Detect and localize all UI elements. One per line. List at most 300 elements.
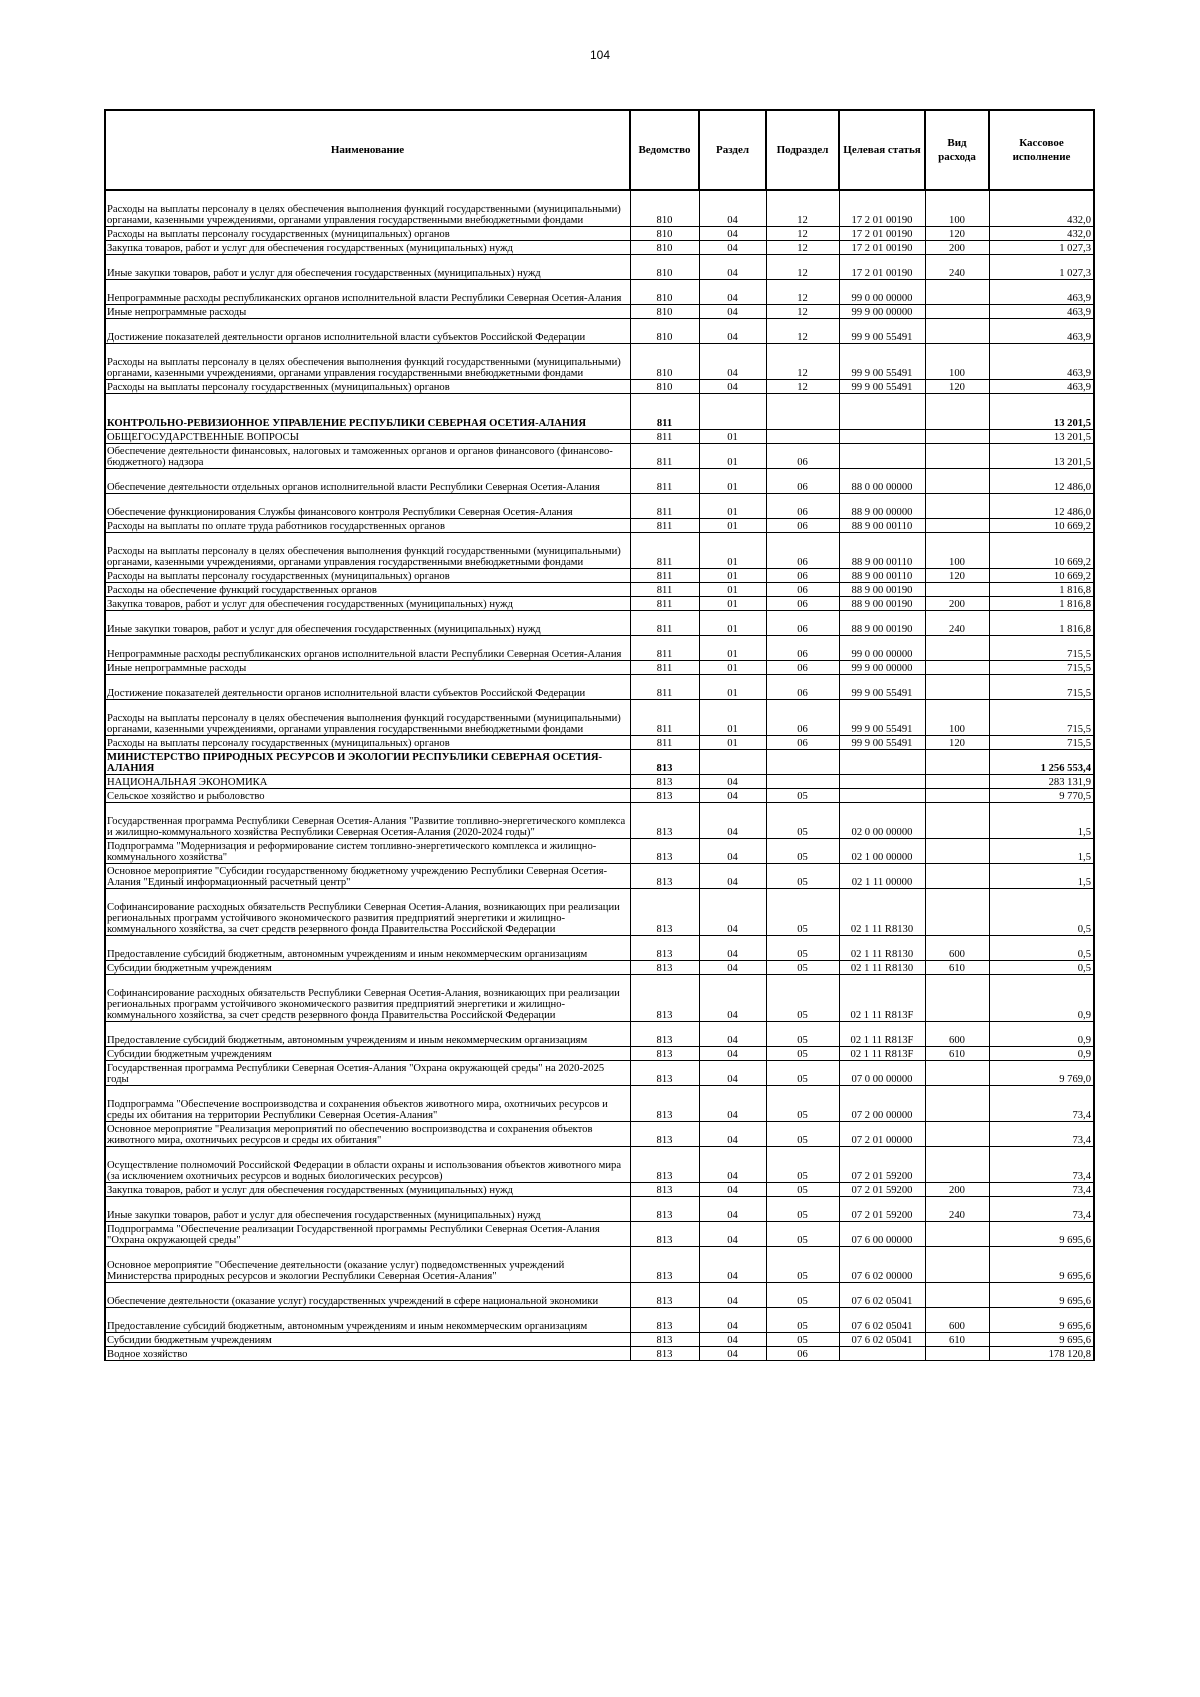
cell-section: 04 [699,1347,766,1361]
table-row [105,1086,1094,1122]
cell-dept: 813 [630,1197,699,1222]
cell-exp-type [925,975,989,1022]
cell-exp-type [925,1147,989,1183]
cell-target: 99 9 00 55491 [839,675,925,700]
cell-target: 07 2 01 59200 [839,1183,925,1197]
cell-name: Обеспечение деятельности (оказание услуг) государственных учреждений в сфере национальной экономики [105,1283,630,1308]
cell-dept: 810 [630,280,699,305]
cell-section: 04 [699,255,766,280]
cell-exp-type [925,430,989,444]
cell-amount: 1,5 [989,864,1094,889]
cell-amount: 1,5 [989,839,1094,864]
cell-target: 17 2 01 00190 [839,227,925,241]
cell-target: 88 0 00 00000 [839,469,925,494]
cell-dept: 813 [630,1247,699,1283]
cell-amount: 463,9 [989,319,1094,344]
cell-amount: 12 486,0 [989,494,1094,519]
cell-amount: 73,4 [989,1197,1094,1222]
cell-section: 04 [699,775,766,789]
cell-section: 01 [699,469,766,494]
cell-subsection [766,750,839,775]
cell-exp-type: 120 [925,227,989,241]
cell-exp-type [925,636,989,661]
cell-exp-type [925,775,989,789]
cell-dept: 811 [630,636,699,661]
page-number: 104 [589,48,611,62]
cell-subsection: 12 [766,305,839,319]
cell-dept: 810 [630,319,699,344]
cell-dept: 811 [630,494,699,519]
cell-name: Непрограммные расходы республиканских органов исполнительной власти Республики Северная Осетия-Алания [105,636,630,661]
budget-table [104,109,1095,1361]
cell-name: Расходы на выплаты персоналу государственных (муниципальных) органов [105,736,630,750]
cell-target: 02 1 00 00000 [839,839,925,864]
cell-exp-type [925,750,989,775]
table-row [105,1308,1094,1333]
cell-name: Подпрограмма "Модернизация и реформирование систем топливно-энергетического комплекса и жилищно-коммунального хозяйства" [105,839,630,864]
cell-dept: 811 [630,661,699,675]
table-row [105,1122,1094,1147]
cell-section: 01 [699,597,766,611]
cell-name: Водное хозяйство [105,1347,630,1361]
cell-section: 04 [699,1197,766,1222]
cell-target: 99 9 00 00000 [839,305,925,319]
cell-section: 04 [699,975,766,1022]
cell-name: Иные непрограммные расходы [105,305,630,319]
cell-dept: 811 [630,469,699,494]
cell-section: 01 [699,569,766,583]
cell-target: 02 1 11 R813F [839,975,925,1022]
cell-target [839,750,925,775]
table-row [105,1247,1094,1283]
cell-subsection: 05 [766,839,839,864]
cell-subsection: 05 [766,975,839,1022]
cell-exp-type [925,494,989,519]
cell-section: 01 [699,533,766,569]
table-row [105,636,1094,661]
cell-section: 04 [699,961,766,975]
cell-amount: 178 120,8 [989,1347,1094,1361]
cell-dept: 813 [630,975,699,1022]
table-body [105,190,1094,1361]
table-row [105,864,1094,889]
cell-subsection: 06 [766,569,839,583]
cell-dept: 810 [630,241,699,255]
cell-name: Субсидии бюджетным учреждениям [105,961,630,975]
cell-subsection: 05 [766,889,839,936]
table-row [105,611,1094,636]
cell-name: Закупка товаров, работ и услуг для обеспечения государственных (муниципальных) нужд [105,241,630,255]
cell-subsection: 06 [766,444,839,469]
cell-exp-type [925,889,989,936]
cell-amount: 1,5 [989,803,1094,839]
cell-exp-type [925,1086,989,1122]
cell-section: 04 [699,227,766,241]
cell-target: 88 9 00 00190 [839,583,925,597]
cell-target: 99 0 00 00000 [839,280,925,305]
cell-section: 04 [699,380,766,394]
table-row [105,889,1094,936]
cell-amount: 283 131,9 [989,775,1094,789]
cell-subsection: 05 [766,1047,839,1061]
cell-section: 01 [699,736,766,750]
cell-exp-type: 600 [925,1022,989,1047]
table-row [105,1061,1094,1086]
cell-target: 07 6 02 00000 [839,1247,925,1283]
cell-target: 02 1 11 R813F [839,1047,925,1061]
cell-subsection: 05 [766,803,839,839]
cell-name: КОНТРОЛЬНО-РЕВИЗИОННОЕ УПРАВЛЕНИЕ РЕСПУБЛИКИ СЕВЕРНАЯ ОСЕТИЯ-АЛАНИЯ [105,394,630,430]
cell-target: 17 2 01 00190 [839,190,925,227]
table-row [105,736,1094,750]
cell-section: 04 [699,305,766,319]
cell-section: 04 [699,1308,766,1333]
cell-exp-type [925,444,989,469]
cell-amount: 9 695,6 [989,1247,1094,1283]
cell-name: Достижение показателей деятельности органов исполнительной власти субъектов Российской Федерации [105,319,630,344]
cell-dept: 810 [630,305,699,319]
cell-target [839,789,925,803]
column-header-target: Целевая статья [839,110,925,190]
cell-subsection: 05 [766,864,839,889]
cell-section: 01 [699,611,766,636]
cell-exp-type [925,280,989,305]
cell-dept: 813 [630,864,699,889]
cell-amount: 0,9 [989,1047,1094,1061]
table-row [105,750,1094,775]
cell-name: НАЦИОНАЛЬНАЯ ЭКОНОМИКА [105,775,630,789]
cell-exp-type: 610 [925,1333,989,1347]
cell-section: 01 [699,494,766,519]
cell-name: Непрограммные расходы республиканских органов исполнительной власти Республики Северная Осетия-Алания [105,280,630,305]
cell-subsection: 06 [766,700,839,736]
cell-exp-type: 100 [925,533,989,569]
cell-amount: 463,9 [989,380,1094,394]
cell-dept: 811 [630,736,699,750]
cell-subsection: 12 [766,380,839,394]
cell-name: Достижение показателей деятельности органов исполнительной власти субъектов Российской Федерации [105,675,630,700]
cell-subsection: 12 [766,255,839,280]
table-row [105,675,1094,700]
cell-subsection: 05 [766,1122,839,1147]
cell-section: 01 [699,430,766,444]
cell-section: 04 [699,280,766,305]
cell-amount: 1 027,3 [989,255,1094,280]
cell-name: Основное мероприятие "Обеспечение деятельности (оказание услуг) подведомственных учреждений Министерства природных ресурсов и экологии Республики Северная Осетия-Алания" [105,1247,630,1283]
cell-amount: 463,9 [989,344,1094,380]
table-row [105,255,1094,280]
cell-subsection [766,430,839,444]
cell-dept: 810 [630,227,699,241]
cell-subsection [766,394,839,430]
column-header-amount: Кассовое исполнение [989,110,1094,190]
cell-target [839,1347,925,1361]
cell-exp-type [925,583,989,597]
cell-exp-type [925,1283,989,1308]
cell-amount: 73,4 [989,1183,1094,1197]
cell-section: 04 [699,889,766,936]
cell-section: 01 [699,444,766,469]
cell-exp-type [925,675,989,700]
cell-amount: 73,4 [989,1147,1094,1183]
cell-subsection: 05 [766,1222,839,1247]
cell-target [839,430,925,444]
cell-exp-type: 600 [925,1308,989,1333]
cell-name: Иные закупки товаров, работ и услуг для обеспечения государственных (муниципальных) нужд [105,255,630,280]
cell-target: 02 1 11 R8130 [839,936,925,961]
cell-amount: 715,5 [989,661,1094,675]
cell-dept: 813 [630,1347,699,1361]
cell-subsection: 06 [766,519,839,533]
cell-name: Расходы на выплаты персоналу государственных (муниципальных) органов [105,380,630,394]
table-row [105,661,1094,675]
table-row [105,469,1094,494]
cell-subsection [766,775,839,789]
cell-dept: 810 [630,190,699,227]
cell-target: 07 2 01 00000 [839,1122,925,1147]
cell-section [699,394,766,430]
cell-subsection: 06 [766,611,839,636]
cell-exp-type [925,394,989,430]
cell-name: Обеспечение деятельности финансовых, налоговых и таможенных органов и органов финансового (финансово-бюджетного) надзора [105,444,630,469]
cell-target: 07 6 02 05041 [839,1308,925,1333]
cell-section: 04 [699,1147,766,1183]
cell-name: Государственная программа Республики Северная Осетия-Алания "Охрана окружающей среды" на 2020-2025 годы [105,1061,630,1086]
cell-name: МИНИСТЕРСТВО ПРИРОДНЫХ РЕСУРСОВ И ЭКОЛОГИИ РЕСПУБЛИКИ СЕВЕРНАЯ ОСЕТИЯ-АЛАНИЯ [105,750,630,775]
table-row [105,305,1094,319]
cell-name: Расходы на выплаты персоналу в целях обеспечения выполнения функций государственными (муниципальными) органами, казенными учреждениями, органами управления государственными внебюджетными фондами [105,344,630,380]
cell-amount: 1 816,8 [989,597,1094,611]
table-row [105,597,1094,611]
cell-section: 01 [699,661,766,675]
cell-amount: 9 695,6 [989,1222,1094,1247]
cell-amount: 1 816,8 [989,583,1094,597]
cell-subsection: 05 [766,1333,839,1347]
cell-name: Подпрограмма "Обеспечение воспроизводства и сохранения объектов животного мира, охотничьих ресурсов и среды их обитания на территории Республики Северная Осетия-Алания" [105,1086,630,1122]
cell-dept: 811 [630,611,699,636]
cell-target: 88 9 00 00000 [839,494,925,519]
cell-amount: 715,5 [989,736,1094,750]
cell-name: ОБЩЕГОСУДАРСТВЕННЫЕ ВОПРОСЫ [105,430,630,444]
table-row [105,1197,1094,1222]
cell-name: Иные закупки товаров, работ и услуг для обеспечения государственных (муниципальных) нужд [105,1197,630,1222]
cell-amount: 0,5 [989,889,1094,936]
column-header-dept: Ведомство [630,110,699,190]
cell-exp-type: 610 [925,961,989,975]
cell-section: 01 [699,675,766,700]
cell-name: Субсидии бюджетным учреждениям [105,1333,630,1347]
cell-amount: 13 201,5 [989,444,1094,469]
cell-exp-type [925,864,989,889]
cell-target: 07 0 00 00000 [839,1061,925,1086]
cell-subsection: 06 [766,583,839,597]
table-row [105,700,1094,736]
cell-dept: 813 [630,1222,699,1247]
cell-amount: 9 695,6 [989,1308,1094,1333]
column-header-subsection: Подраздел [766,110,839,190]
cell-subsection: 05 [766,1308,839,1333]
cell-target: 02 1 11 00000 [839,864,925,889]
cell-subsection: 05 [766,1197,839,1222]
cell-target: 07 2 01 59200 [839,1197,925,1222]
table-row [105,241,1094,255]
cell-amount: 10 669,2 [989,519,1094,533]
cell-dept: 811 [630,533,699,569]
cell-dept: 813 [630,1061,699,1086]
cell-dept: 811 [630,394,699,430]
table-row [105,444,1094,469]
cell-name: Иные закупки товаров, работ и услуг для обеспечения государственных (муниципальных) нужд [105,611,630,636]
cell-name: Подпрограмма "Обеспечение реализации Государственной программы Республики Северная Осетия-Алания "Охрана окружающей среды" [105,1222,630,1247]
cell-exp-type: 100 [925,190,989,227]
cell-exp-type: 600 [925,936,989,961]
table-row [105,583,1094,597]
cell-section: 04 [699,190,766,227]
cell-section: 04 [699,1047,766,1061]
cell-section: 04 [699,1183,766,1197]
cell-dept: 813 [630,1086,699,1122]
cell-name: Основное мероприятие "Реализация мероприятий по обеспечению воспроизводства и сохранения объектов животного мира, охотничьих ресурсов и среды их обитания" [105,1122,630,1147]
cell-target: 88 9 00 00110 [839,569,925,583]
table-row [105,975,1094,1022]
cell-amount: 10 669,2 [989,533,1094,569]
cell-subsection: 05 [766,961,839,975]
cell-dept: 813 [630,1147,699,1183]
cell-subsection: 12 [766,241,839,255]
table-row [105,533,1094,569]
cell-section: 04 [699,839,766,864]
column-header-exp-type: Вид расхода [925,110,989,190]
cell-subsection: 05 [766,1086,839,1122]
cell-amount: 463,9 [989,305,1094,319]
cell-section: 04 [699,319,766,344]
cell-dept: 811 [630,444,699,469]
table-row [105,936,1094,961]
cell-subsection: 06 [766,533,839,569]
cell-name: Расходы на обеспечение функций государственных органов [105,583,630,597]
cell-target: 88 9 00 00110 [839,533,925,569]
cell-amount: 463,9 [989,280,1094,305]
cell-section: 04 [699,1086,766,1122]
cell-target: 17 2 01 00190 [839,255,925,280]
cell-subsection: 12 [766,280,839,305]
cell-name: Закупка товаров, работ и услуг для обеспечения государственных (муниципальных) нужд [105,1183,630,1197]
cell-target: 02 1 11 R813F [839,1022,925,1047]
table-row [105,430,1094,444]
cell-subsection: 05 [766,1283,839,1308]
cell-name: Софинансирование расходных обязательств Республики Северная Осетия-Алания, возникающих при реализации региональных программ устойчивого экономического развития предприятий энергетики и жилищно-коммунального хозяйства, за счет средств резервного фонда Правительства Российской Федерации [105,889,630,936]
cell-subsection: 05 [766,1183,839,1197]
table-row [105,839,1094,864]
table-row [105,1147,1094,1183]
cell-target: 99 9 00 55491 [839,319,925,344]
cell-subsection: 06 [766,675,839,700]
cell-amount: 432,0 [989,190,1094,227]
table-row [105,569,1094,583]
cell-exp-type [925,1061,989,1086]
table-row [105,1183,1094,1197]
cell-exp-type: 120 [925,736,989,750]
cell-dept: 811 [630,675,699,700]
cell-exp-type: 200 [925,1183,989,1197]
cell-target: 07 6 00 00000 [839,1222,925,1247]
cell-name: Предоставление субсидий бюджетным, автономным учреждениям и иным некоммерческим организациям [105,936,630,961]
cell-exp-type [925,661,989,675]
cell-dept: 813 [630,1308,699,1333]
cell-amount: 13 201,5 [989,430,1094,444]
cell-target: 99 9 00 55491 [839,344,925,380]
cell-name: Расходы на выплаты персоналу государственных (муниципальных) органов [105,227,630,241]
cell-dept: 813 [630,775,699,789]
table-row [105,803,1094,839]
cell-dept: 811 [630,700,699,736]
cell-exp-type [925,1347,989,1361]
cell-dept: 813 [630,961,699,975]
cell-amount: 0,9 [989,1022,1094,1047]
table-row [105,1022,1094,1047]
cell-name: Расходы на выплаты персоналу в целях обеспечения выполнения функций государственными (муниципальными) органами, казенными учреждениями, органами управления государственными внебюджетными фондами [105,700,630,736]
cell-exp-type: 610 [925,1047,989,1061]
cell-exp-type: 100 [925,700,989,736]
cell-name: Обеспечение функционирования Службы финансового контроля Республики Северная Осетия-Алания [105,494,630,519]
cell-exp-type [925,319,989,344]
cell-target: 02 1 11 R8130 [839,961,925,975]
table-row [105,1222,1094,1247]
cell-subsection: 12 [766,344,839,380]
cell-name: Расходы на выплаты по оплате труда работников государственных органов [105,519,630,533]
cell-target: 07 6 02 05041 [839,1283,925,1308]
cell-amount: 715,5 [989,675,1094,700]
cell-target: 88 9 00 00110 [839,519,925,533]
table-row [105,961,1094,975]
cell-name: Сельское хозяйство и рыболовство [105,789,630,803]
cell-section: 04 [699,864,766,889]
cell-dept: 811 [630,583,699,597]
cell-target [839,394,925,430]
cell-dept: 810 [630,344,699,380]
cell-amount: 1 256 553,4 [989,750,1094,775]
cell-subsection: 06 [766,1347,839,1361]
cell-dept: 813 [630,1183,699,1197]
cell-subsection: 05 [766,1247,839,1283]
cell-amount: 73,4 [989,1122,1094,1147]
cell-name: Расходы на выплаты персоналу в целях обеспечения выполнения функций государственными (муниципальными) органами, казенными учреждениями, органами управления государственными внебюджетными фондами [105,533,630,569]
table-row [105,775,1094,789]
cell-target: 88 9 00 00190 [839,597,925,611]
cell-section: 04 [699,1122,766,1147]
cell-section: 01 [699,636,766,661]
table-row [105,319,1094,344]
cell-dept: 810 [630,380,699,394]
cell-exp-type [925,789,989,803]
cell-name: Государственная программа Республики Северная Осетия-Алания "Развитие топливно-энергетического комплекса и жилищно-коммунального хозяйства Республики Северная Осетия-Алания (2020-2024 годы)" [105,803,630,839]
cell-amount: 1 027,3 [989,241,1094,255]
table-row [105,190,1094,227]
cell-name: Предоставление субсидий бюджетным, автономным учреждениям и иным некоммерческим организациям [105,1022,630,1047]
cell-section [699,750,766,775]
cell-target [839,444,925,469]
cell-subsection: 05 [766,1061,839,1086]
cell-section: 04 [699,936,766,961]
cell-exp-type [925,469,989,494]
cell-name: Предоставление субсидий бюджетным, автономным учреждениям и иным некоммерческим организациям [105,1308,630,1333]
cell-exp-type [925,803,989,839]
cell-target: 99 0 00 00000 [839,636,925,661]
cell-exp-type [925,1222,989,1247]
cell-section: 04 [699,789,766,803]
cell-subsection: 06 [766,736,839,750]
cell-exp-type [925,1247,989,1283]
